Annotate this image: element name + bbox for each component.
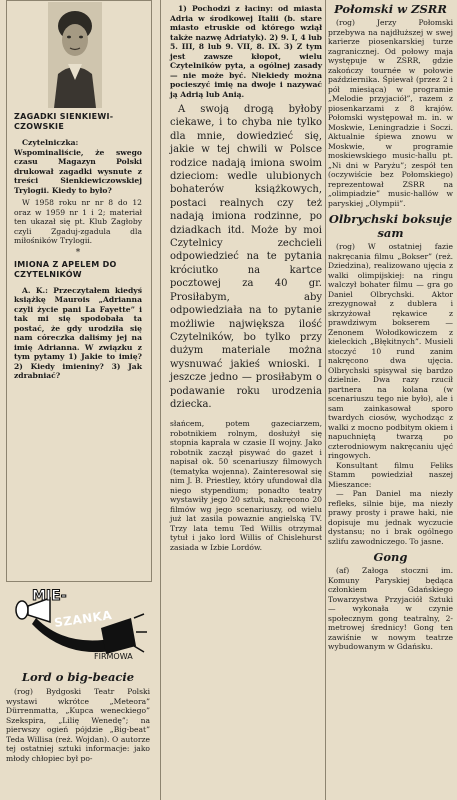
- author-portrait: [48, 2, 102, 108]
- column-rule-2: [325, 0, 326, 800]
- olbrychski-consultant: Konsultant filmu Feliks Stamm powiedział naszej Mieszance:: [328, 460, 453, 489]
- imiona-answer: 1) Pochodzi z łaciny: od miasta Adria w środkowej Italii (b. stare miasto etruskie od którego wziął także nazwę Adriatyk). 2) 9. I, 4 lub 5. III, 8 lub 9. VII, 8. IX. 3) Z tym jest zawsze kłopot, wielu Czytelników pyta, a ogólnej zasady — nie może być. Niekiedy można pocieszyć imię na dwoje i nazywać ją Adrią lub Anią.: [170, 4, 322, 99]
- imiona-letter: A. K.: Przeczytałem kiedyś książkę Maurois „Adrianna czyli życie pani La Fayette” i tak mi się spodobała ta postać, że gdy urodziła się nam córeczka daliśmy jej na imię Adrianna. W związku z tym pytamy 1) Jakie to imię? 2) Kiedy imieniny? 3) Jak zdrabniać?: [14, 285, 142, 380]
- polomski-article: (rog) Jerzy Połomski przebywa na najdłuższej w swej karierze piosenkarskiej turze zagranicznej. Od połowy maja występuje w ZSRR, gdzie zakończy tournée w połowie października. Śpiewał (przez 2 i pół miesiąca) w programie „Melodie przyjaciół”, razem z piosenkarzami z 8 krajów. Połomski występował m. in. w Moskwie, Leningradzie i Soczi. Aktualnie śpiewa znowu w Moskwie, w programie moskiewskiego music-hallu pt. „Ni dni w Paryżu”; zespół ten (oczywiście bez Połomskiego) reprezentował ZSRR na „olimpiadzie” music-hallów w paryskiej „Olympii”.: [328, 18, 453, 208]
- olbrychski-heading: Olbrychski boksuje sam: [328, 212, 453, 240]
- polomski-heading: Połomski w ZSRR: [334, 2, 447, 16]
- column-rule-1: [160, 0, 161, 800]
- lord-article-start: (rog) Bydgoski Teatr Polski wystawi wkrótce „Meteora” Dürrenmatta, „Kupca weneckiego” Szekspira, „Lilię Wenedę”; na pierwszy ogień pójdzie „Big-beat” Teda Willisa (reż. Wojdan). O autorze tej ostatniej sztuki informacje: jako młody chłopiec był po-: [6, 687, 150, 763]
- zagadki-heading: ZAGADKI SIENKIEWI-CZOWSKIE: [14, 112, 114, 131]
- olbrychski-article: (rog) W ostatniej fazie nakręcania filmu „Bokser” (reż. Dziedzina), realizowano ujęcia z walki olimpijskiej: na ringu walczył bohater filmu — gra go Daniel Olbrychski. Aktor zrezygnował z dublera i skrzyżował rękawice z prawdziwym bokserem — Zenonem Wołodkowiczem z kieleckich „Błękitnych”. Musieli stoczyć 10 rund zanim nakręcono dwa ujęcia. Olbrychski spisywał się bardzo dzielnie. Dwa razy rzucił partnera na kolana (w scenariuszu tego nie było), ale i sam zainkasował sporo twardych ciosów, wychodząc z walki z mocno podbitym okiem i napuchniętą twarzą po czterodniowym nakręcaniu ujęć ringowych.: [328, 242, 453, 460]
- logo-word-firmowa: FIRMOWA: [94, 652, 133, 661]
- zagadki-question: Czytelniczka: Wspominaliście, że swego czasu Magazyn Polski drukował zagadki wysnute z treści Sienkiewiczowskiej Trylogii. Kiedy to było?: [14, 138, 142, 195]
- olbrychski-quote: — Pan Daniel ma niezły refleks, silnie bije, ma niezły prawy prosty i prawe haki, nie dopisuje mu jednak wyczucie dystansu; no i brak ogólnego szlifu zawodniczego. To jasne.: [328, 489, 453, 546]
- logo-word-szanka: SZANKA: [53, 608, 113, 630]
- lord-heading: Lord o big-beacie: [21, 670, 135, 684]
- separator-star: *: [75, 247, 81, 258]
- mieszanka-firmowa-logo: [6, 588, 150, 668]
- imiona-heading: IMIONA Z APELEM DO CZYTELNIKÓW: [14, 259, 117, 279]
- zagadki-answer: W 1958 roku nr nr 8 do 12 oraz w 1959 nr 1 i 2; materiał ten ukazał się pt. Klub Zagłoby czyli Zgaduj-zgadula dla miłośników Trylogii.: [14, 198, 142, 245]
- lord-article-continued: słańcem, potem gazeciarzem, robotnikiem rolnym, dosłużył się stopnia kaprala w czasie II wojny. Jako robotnik zaczął pisywać do gazet i napisał ok. 50 scenariuszy filmowych (tematyka wojenna). Zainteresował się nim J. B. Priestley, który ufundował dla niego stypendium; ponadto teatry wystawiły jego 20 sztuk, nakręcono 20 filmów wg jego scenariuszy, od wielu już lat zasila powaznie angielską TV. Trzy lata temu Ted Willis otrzymał tytuł i jako lord Willis of Chislehurst zasiada w Izbie Lordów.: [170, 419, 322, 552]
- gong-article: (af) Załoga stoczni im. Komuny Paryskiej będąca członkiem Gdańskiego Towarzystwa Przyjaciół Sztuki — wykonała w czynie społecznym gong teatralny, 2-metrowej średnicy! Gong ten zawiśnie w nowym teatrze wybudowanym w Gdańsku.: [328, 566, 453, 651]
- gong-heading: Gong: [373, 550, 408, 564]
- imiona-appeal: A swoją drogą byłoby ciekawe, i to chyba nie tylko dla mnie, dowiedzieć się, jakie w tej chwili w Polsce rodzice nadają imiona swoim dzieciom: wedle ulubionych bohaterów książkowych, postaci realnych czy też nadają imiona rodzinne, po dziadkach itd. Może by moi Czytelnicy zechcieli odpowiedzieć na te pytania króciutko na kartce pocztowej za 40 gr. Prosiłabym, aby odpowiedziała na to pytanie możliwie największa ilość Czytelników, bo tylko przy dużym materiale można wysnuwać jakieś wnioski. I jeszcze jedno — prosiłabym o podawanie roku urodzenia dziecka.: [170, 104, 322, 410]
- logo-word-mie: MIE-: [32, 588, 67, 604]
